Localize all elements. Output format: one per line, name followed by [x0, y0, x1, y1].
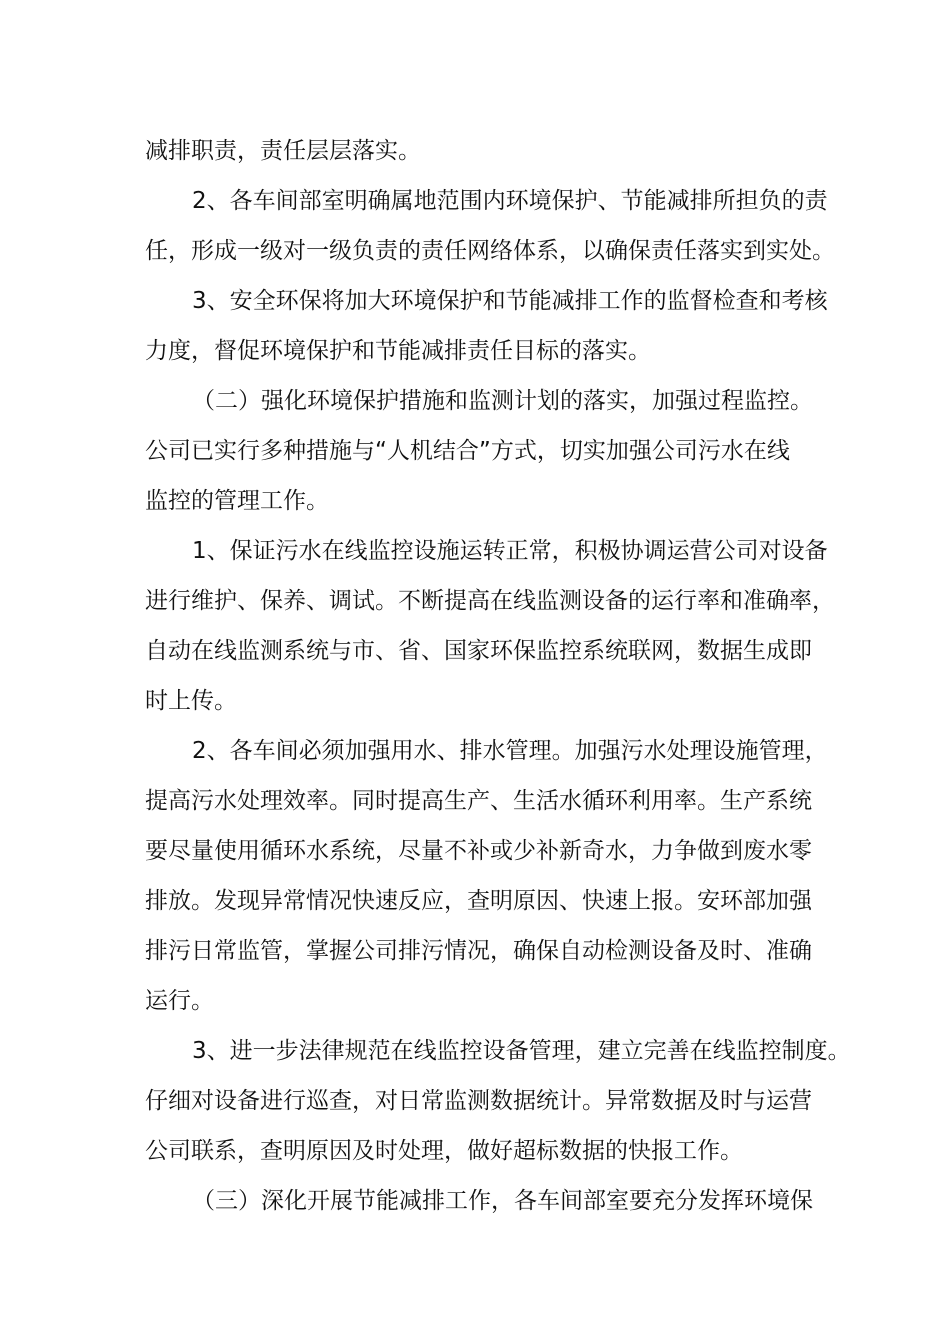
text-line: 任，形成一级对一级负责的责任网络体系，以确保责任落实到实处。	[145, 238, 835, 264]
text-line: 要尽量使用循环水系统，尽量不补或少补新奇水，力争做到废水零	[145, 838, 812, 864]
text-line: 2、各车间必须加强用水、排水管理。加强污水处理设施管理，	[192, 738, 828, 764]
text-line: 时上传。	[145, 688, 237, 714]
text-line: 公司已实行多种措施与“人机结合”方式，切实加强公司污水在线	[145, 438, 790, 464]
text-line: 力度，督促环境保护和节能减排责任目标的落实。	[145, 338, 651, 364]
text-line: 提高污水处理效率。同时提高生产、生活水循环利用率。生产系统	[145, 788, 812, 814]
text-line: 自动在线监测系统与市、省、国家环保监控系统联网，数据生成即	[145, 638, 812, 664]
text-line: 3、安全环保将加大环境保护和节能减排工作的监督检查和考核	[192, 288, 828, 314]
text-line: 公司联系，查明原因及时处理，做好超标数据的快报工作。	[145, 1138, 743, 1164]
text-line: 减排职责，责任层层落实。	[145, 138, 421, 164]
text-line: 1、保证污水在线监控设施运转正常，积极协调运营公司对设备	[192, 538, 828, 564]
text-line: 运行。	[145, 988, 214, 1014]
text-line: 排放。发现异常情况快速反应，查明原因、快速上报。安环部加强	[145, 888, 812, 914]
text-line: 3、进一步法律规范在线监控设备管理，建立完善在线监控制度。	[192, 1038, 851, 1064]
text-line: 排污日常监管，掌握公司排污情况，确保自动检测设备及时、准确	[145, 938, 812, 964]
text-line: 监控的管理工作。	[145, 488, 329, 514]
text-line: 仔细对设备进行巡查，对日常监测数据统计。异常数据及时与运营	[145, 1088, 812, 1114]
section-heading: （三）深化开展节能减排工作，各车间部室要充分发挥环境保	[192, 1188, 813, 1214]
text-line: 2、各车间部室明确属地范围内环境保护、节能减排所担负的责	[192, 188, 828, 214]
text-line: 进行维护、保养、调试。不断提高在线监测设备的运行率和准确率，	[145, 588, 835, 614]
section-heading: （二）强化环境保护措施和监测计划的落实，加强过程监控。	[192, 388, 813, 414]
